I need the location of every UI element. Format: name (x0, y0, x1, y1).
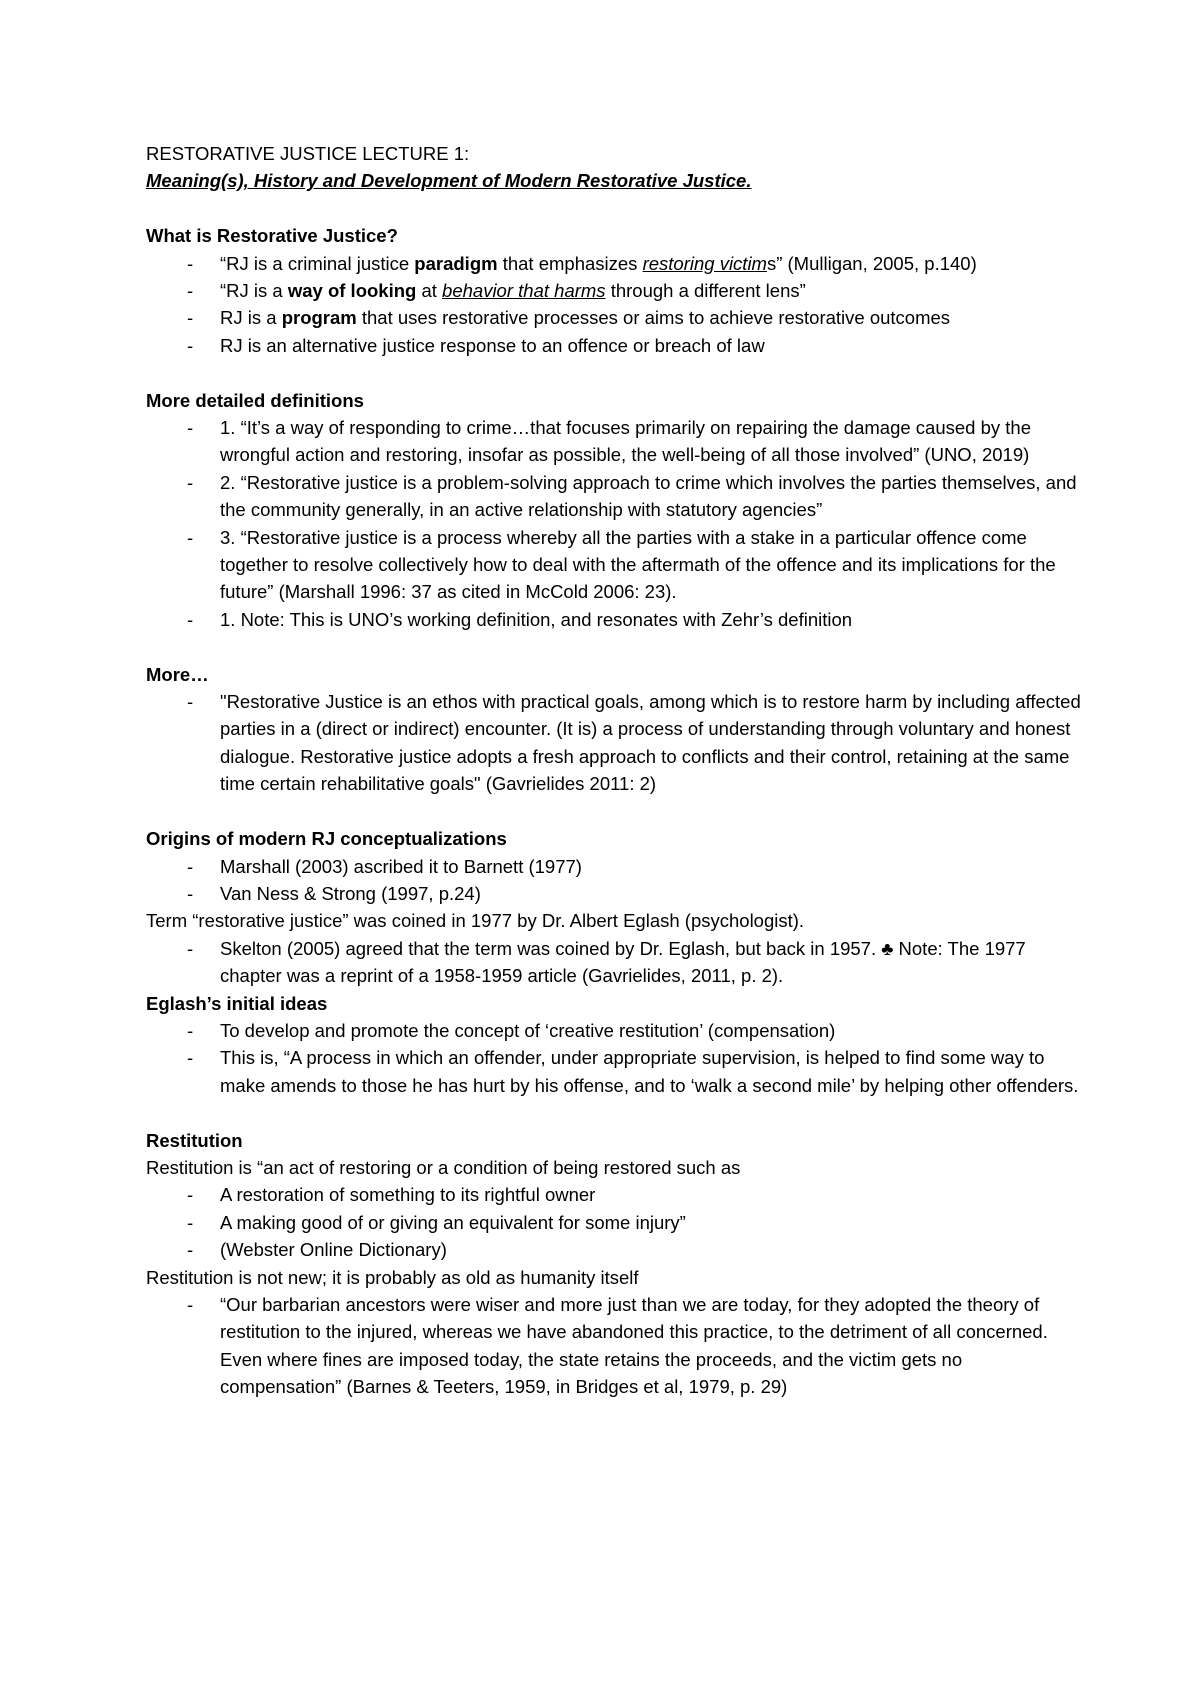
list-item: - “RJ is a criminal justice paradigm that emphasizes restoring victims” (Mulligan, 2005, p.140) (146, 250, 1086, 277)
spacer (146, 195, 1086, 222)
lecture-subtitle: Meaning(s), History and Development of Modern Restorative Justice. (146, 170, 752, 192)
list-item: - Van Ness & Strong (1997, p.24) (146, 880, 1086, 907)
list-item: - 2. “Restorative justice is a problem-solving approach to crime which involves the parties themselves, and the community generally, in an active relationship with statutory agencies” (146, 469, 1086, 524)
list-item: - 1. Note: This is UNO’s working definition, and resonates with Zehr’s definition (146, 606, 1086, 633)
list-item: - This is, “A process in which an offender, under appropriate supervision, is helped to find some way to make amends to those he has hurt by his offense, and to ‘walk a second mile’ by helping other offenders. (146, 1044, 1086, 1099)
list-item: - 3. “Restorative justice is a process whereby all the parties with a stake in a particular offence come together to resolve collectively how to deal with the aftermath of the offence and its implications for the future” (Marshall 1996: 37 as cited in McCold 2006: 23). (146, 524, 1086, 606)
section-heading-what-is: What is Restorative Justice? (146, 225, 398, 247)
list-item: - Skelton (2005) agreed that the term was coined by Dr. Eglash, but back in 1957. ♣ Note: The 1977 chapter was a reprint of a 1958-1959 article (Gavrielides, 2011, p. 2). (146, 935, 1086, 990)
list-item: - “RJ is a way of looking at behavior that harms through a different lens” (146, 277, 1086, 304)
restitution-quote-list (146, 1291, 1086, 1401)
spacer (146, 798, 1086, 825)
list-item: - 1. “It’s a way of responding to crime…that focuses primarily on repairing the damage caused by the wrongful action and restoring, insofar as possible, the well-being of all those involved” (UNO, 2019) (146, 414, 1086, 469)
more-list (146, 688, 1086, 798)
list-item: - RJ is a program that uses restorative processes or aims to achieve restorative outcomes (146, 304, 1086, 331)
origins-list (146, 853, 1086, 908)
list-item: - (Webster Online Dictionary) (146, 1236, 1086, 1263)
section-heading-detailed: More detailed definitions (146, 389, 364, 411)
list-item: - “Our barbarian ancestors were wiser and more just than we are today, for they adopted the theory of restitution to the injured, whereas we have abandoned this practice, to the detriment of all concerned. Even where fines are imposed today, the state retains the proceeds, and the victim gets no compensation” (Barnes & Teeters, 1959, in Bridges et al, 1979, p. 29) (146, 1291, 1086, 1401)
document-body (146, 140, 1086, 1401)
spacer (146, 1099, 1086, 1126)
restitution-intro: Restitution is “an act of restoring or a condition of being restored such as (146, 1156, 741, 1178)
list-item: - A making good of or giving an equivalent for some injury” (146, 1209, 1086, 1236)
list-item: - RJ is an alternative justice response to an offence or breach of law (146, 332, 1086, 359)
spacer (146, 359, 1086, 386)
term-coined-text: Term “restorative justice” was coined in 1977 by Dr. Albert Eglash (psychologist). (146, 910, 805, 932)
list-item: - "Restorative Justice is an ethos with practical goals, among which is to restore harm by including affected parties in a (direct or indirect) encounter. (It is) a process of understanding through voluntary and honest dialogue. Restorative justice adopts a fresh approach to conflicts and their control, retaining at the same time certain rehabilitative goals" (Gavrielides 2011: 2) (146, 688, 1086, 798)
restitution-not-new: Restitution is not new; it is probably as old as humanity itself (146, 1266, 639, 1288)
section-heading-restitution: Restitution (146, 1129, 243, 1151)
list-item: - To develop and promote the concept of ‘creative restitution’ (compensation) (146, 1017, 1086, 1044)
restitution-list (146, 1181, 1086, 1263)
skelton-list (146, 935, 1086, 990)
what-is-list (146, 250, 1086, 360)
lecture-title: RESTORATIVE JUSTICE LECTURE 1: (146, 143, 470, 164)
section-heading-origins: Origins of modern RJ conceptualizations (146, 828, 507, 850)
eglash-list (146, 1017, 1086, 1099)
list-item: - A restoration of something to its rightful owner (146, 1181, 1086, 1208)
spacer (146, 633, 1086, 660)
detailed-definitions-list (146, 414, 1086, 633)
list-item: - Marshall (2003) ascribed it to Barnett (1977) (146, 853, 1086, 880)
section-heading-more: More… (146, 663, 209, 685)
section-heading-eglash: Eglash’s initial ideas (146, 992, 328, 1014)
